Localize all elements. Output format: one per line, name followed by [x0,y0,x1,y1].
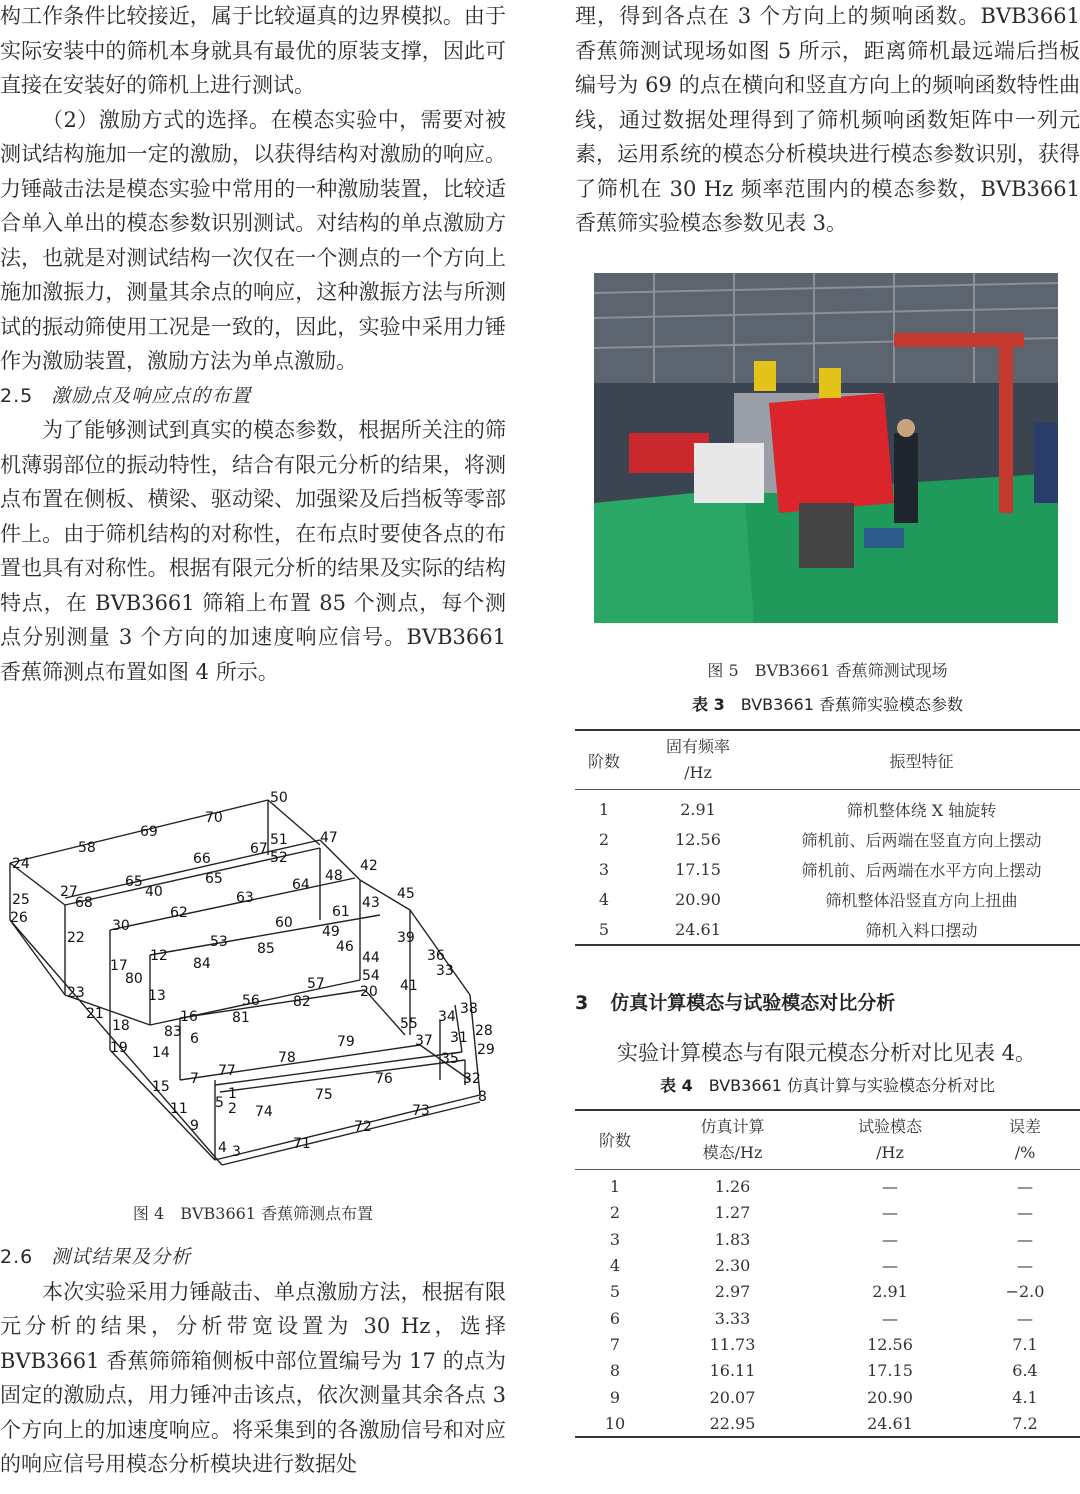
section-number: 2.6 [0,1246,34,1268]
col-mode-shape: 振型特征 [889,751,954,771]
table-cell: 7 [609,1334,621,1354]
point-label: 66 [193,851,211,867]
point-label: 52 [270,850,288,866]
table-cell: 20.90 [867,1387,913,1407]
section-title: 激励点及响应点的布置 [51,384,252,407]
table-cell: 筛机入料口摆动 [865,920,978,940]
table-cell: — [882,1229,898,1249]
point-label: 79 [337,1034,355,1050]
table-row [575,1252,1080,1278]
point-label: 61 [332,904,350,920]
table-row [575,824,1080,854]
point-label: 70 [205,810,223,826]
point-label: 15 [152,1079,170,1095]
table-cell: 筛机整体绕 X 轴旋转 [846,800,997,820]
table-cell: 6 [609,1308,621,1328]
point-label: 82 [293,994,311,1010]
table-cell: — [882,1203,898,1223]
point-label: 14 [152,1045,170,1061]
col-frequency: 固有频率 /Hz [665,737,730,782]
right-column-lower [575,656,1080,1438]
table-cell: 10 [604,1413,626,1433]
table-cell: 11.73 [709,1334,756,1354]
table-row [575,1279,1080,1305]
table-header-row [575,730,1080,790]
table-cell: 24.61 [675,919,721,939]
point-label: 9 [190,1118,199,1134]
table-title: BVB3661 香蕉筛实验模态参数 [740,695,963,714]
point-label: 57 [307,976,325,992]
point-label: 12 [150,948,168,964]
point-label: 20 [360,984,378,1000]
point-label: 24 [12,856,30,872]
point-label: 50 [270,790,288,806]
section-number: 3 [575,992,589,1014]
table-row [575,1384,1080,1410]
test-site-illustration [594,273,1058,623]
table-cell: 12.56 [675,829,721,849]
table-label: 表 4 [660,1075,693,1095]
table-cell: 24.61 [867,1413,913,1433]
point-label: 84 [193,956,211,972]
point-label: 43 [362,895,380,911]
point-label: 21 [86,1006,104,1022]
section-title: 仿真计算模态与试验模态对比分析 [610,992,896,1014]
table-cell: 16.11 [709,1361,756,1381]
point-label: 22 [67,930,85,946]
paragraph-layout: 为了能够测试到真实的模态参数，根据所关注的筛机薄弱部位的振动特性，结合有限元分析的结果，将测点布置在侧板、横梁、驱动梁、加强梁及后挡板等零部件上。由于筛机结构的对称性，在布点时要使各点的布置也具有对称性。根据有限元分析的结果及实际的结构特点，在 BVB3661 筛箱上布置 85 个测点，每个测点分别测量 3 个方向的加速度响应信号。BVB3661 香蕉筛测点布置如图 4 所示。 [0,418,506,684]
table-row [575,1358,1080,1384]
figure-5-caption: 图 5 BVB3661 香蕉筛测试现场 [707,661,948,680]
table-cell: 4.1 [1012,1387,1038,1407]
left-column-lower [0,1198,506,1482]
table-cell: 2 [598,829,610,849]
point-label: 73 [412,1103,430,1119]
point-label: 42 [360,858,378,874]
table-cell: 7.2 [1012,1413,1038,1433]
section-number: 2.5 [0,384,34,407]
point-label: 80 [125,971,143,987]
table-row [575,914,1080,945]
table-cell: −2.0 [1005,1282,1045,1302]
point-label: 4 [218,1140,227,1156]
table-cell: 20.90 [675,889,721,909]
table-cell: 1 [609,1177,621,1197]
point-label: 76 [375,1071,393,1087]
table-cell: 筛机整体沿竖直方向上扭曲 [825,890,1018,910]
point-label: 49 [322,924,340,940]
point-label: 6 [190,1031,199,1047]
paragraph-boundary: 构工作条件比较接近，属于比较逼真的边界模拟。由于实际安装中的筛机本身就具有最优的原装支撑，因此可直接在安装好的筛机上进行测试。 [0,4,506,97]
table-cell: 1.27 [714,1203,751,1223]
point-label: 5 [215,1095,224,1111]
point-label: 38 [460,1001,478,1017]
point-label: 3 [232,1144,241,1160]
table-3 [575,729,1080,946]
left-column [0,0,506,689]
point-label: 33 [436,963,454,979]
point-label: 34 [438,1009,456,1025]
table-cell: 2.91 [680,799,716,819]
section-3-heading [575,986,1080,1020]
point-label: 55 [400,1016,418,1032]
section-title: 测试结果及分析 [51,1246,192,1268]
table-cell: 1.83 [714,1229,751,1249]
table-4-caption [575,1071,1080,1101]
table-cell: 4 [609,1256,621,1276]
point-label: 78 [278,1050,296,1066]
point-label: 77 [218,1063,236,1079]
table-row [575,1410,1080,1437]
point-label: 60 [275,915,293,931]
point-label: 31 [450,1030,468,1046]
table-cell: — [1017,1203,1033,1223]
table-cell: — [882,1308,898,1328]
table-row [575,884,1080,914]
table-cell: 1 [598,799,610,819]
table-title: BVB3661 仿真计算与实验模态分析对比 [708,1075,995,1095]
point-label: 16 [180,1009,198,1025]
point-label: 19 [110,1040,128,1056]
table-cell: 筛机前、后两端在水平方向上摆动 [801,860,1042,880]
point-label: 83 [164,1024,182,1040]
point-label: 39 [397,930,415,946]
figure-4-wireframe [0,780,506,1170]
table-cell: — [1017,1177,1033,1197]
point-label: 37 [415,1033,433,1049]
point-label: 28 [475,1023,493,1039]
paragraph-frf: 理，得到各点在 3 个方向上的频响函数。BVB3661 香蕉筛测试现场如图 5 所示，距离筛机最远端后挡板编号为 69 的点在横向和竖直方向上的频响函数特性曲线，通过数据处理得到了筛机频响函数矩阵中一列元素，运用系统的模态分析模块进行模态参数识别，获得了筛机在 30 Hz 频率范围内的模态参数，BVB3661 香蕉筛实验模态参数见表 3。 [575,4,1080,235]
table-cell: 8 [609,1361,621,1381]
section-2-6-heading [0,1240,506,1275]
table-row [575,1226,1080,1252]
table-cell: 3.33 [714,1308,751,1328]
point-label: 29 [477,1042,495,1058]
point-label: 7 [190,1071,199,1087]
paragraph-excitation: （2）激励方式的选择。在模态实验中，需要对被测试结构施加一定的激励，以获得结构对激励的响应。力锤敲击法是模态实验中常用的一种激励装置，比较适合单入单出的模态参数识别测试。对结构的单点激励方法，也就是对测试结构一次仅在一个测点的一个方向上施加激振力，测量其余点的响应，这种激振方法与所测试的振动筛使用工况是一致的，因此，实验中采用力锤作为激励装置，激励方法为单点激励。 [0,107,506,373]
point-label: 63 [236,890,254,906]
point-label: 85 [257,941,275,957]
point-label: 64 [292,877,310,893]
table-cell: 5 [609,1282,621,1302]
table-cell: 17.15 [675,859,721,879]
point-label: 25 [12,892,30,908]
point-label: 2 [228,1101,237,1117]
point-labels [10,790,495,1160]
point-label: 11 [170,1101,188,1117]
paragraph-comparison: 实验计算模态与有限元模态分析对比见表 4。 [617,1041,1037,1065]
table-cell: — [1017,1308,1033,1328]
point-label: 68 [75,895,93,911]
point-label: 23 [67,985,85,1001]
point-label: 65 [125,874,143,890]
table-cell: 2 [609,1203,621,1223]
point-label: 35 [441,1051,459,1067]
col-order: 阶数 [587,751,620,771]
table-cell: — [1017,1256,1033,1276]
col-experimental: 试验模态 /Hz [857,1116,922,1162]
point-label: 13 [148,988,166,1004]
table-row [575,1169,1080,1200]
table-cell: 2.30 [714,1256,751,1276]
point-label: 69 [140,824,158,840]
point-label: 47 [320,830,338,846]
table-4-body [575,1169,1080,1437]
table-header-row [575,1110,1080,1170]
point-label: 1 [228,1086,237,1102]
figure-4-caption: 图 4 BVB3661 香蕉筛测点布置 [132,1204,374,1223]
point-label: 36 [427,948,445,964]
point-label: 56 [242,993,260,1009]
point-label: 67 [250,841,268,857]
point-label: 75 [315,1087,333,1103]
point-label: 27 [60,884,78,900]
point-label: 51 [270,832,288,848]
table-cell: 筛机前、后两端在竖直方向上摆动 [801,830,1042,850]
table-row [575,854,1080,884]
point-label: 17 [110,958,128,974]
point-label: 45 [397,886,415,902]
table-cell: 7.1 [1012,1334,1038,1354]
figure-5-photo [594,273,1058,623]
table-cell: 12.56 [867,1334,913,1354]
point-label: 46 [336,939,354,955]
table-cell: 1.26 [714,1177,751,1197]
point-label: 18 [112,1018,130,1034]
table-cell: 17.15 [867,1361,913,1381]
table-cell: — [1017,1229,1033,1249]
point-label: 58 [78,840,96,856]
table-row [575,1331,1080,1357]
paragraph-results: 本次实验采用力锤敲击、单点激励方法，根据有限元分析的结果，分析带宽设置为 30 Hz，选择 BVB3661 香蕉筛筛箱侧板中部位置编号为 17 的点为固定的激励点，用力锤冲击该点，依次测量其余各点 3 个方向上的加速度响应。将采集到的各激励信号和对应的响应信号用模态分析模块进行数据处 [0,1279,506,1476]
table-cell: 9 [609,1387,621,1407]
table-cell: 4 [598,889,610,909]
table-cell: 3 [598,859,610,879]
table-4 [575,1109,1080,1439]
point-label: 40 [145,884,163,900]
point-label: 71 [293,1136,311,1152]
table-row [575,790,1080,825]
table-cell: 5 [598,919,610,939]
point-label: 44 [362,950,380,966]
col-order: 阶数 [598,1131,631,1150]
table-3-caption [575,690,1080,720]
col-simulated: 仿真计算 模态/Hz [700,1116,765,1162]
table-cell: — [882,1256,898,1276]
point-label: 62 [170,905,188,921]
section-2-5-heading [0,379,506,414]
col-error: 误差 /% [1008,1116,1041,1162]
point-label: 72 [354,1119,372,1135]
right-column [575,0,1080,241]
point-label: 32 [463,1071,481,1087]
point-label: 41 [400,978,418,994]
table-cell: — [882,1177,898,1197]
point-label: 48 [325,868,343,884]
point-label: 81 [232,1010,250,1026]
table-cell: 6.4 [1012,1361,1038,1381]
table-cell: 2.97 [714,1282,751,1302]
table-cell: 2.91 [872,1282,908,1302]
table-cell: 3 [609,1229,621,1249]
table-cell: 22.95 [709,1413,756,1433]
table-label: 表 3 [692,695,725,714]
point-label: 54 [362,968,380,984]
point-label: 8 [478,1089,487,1105]
point-label: 65 [205,871,223,887]
point-label: 30 [112,918,130,934]
point-label: 26 [10,910,28,926]
table-row [575,1305,1080,1331]
point-label: 74 [255,1104,273,1120]
point-label: 53 [210,934,228,950]
table-cell: 20.07 [709,1387,756,1407]
table-3-body [575,790,1080,946]
table-row [575,1200,1080,1226]
